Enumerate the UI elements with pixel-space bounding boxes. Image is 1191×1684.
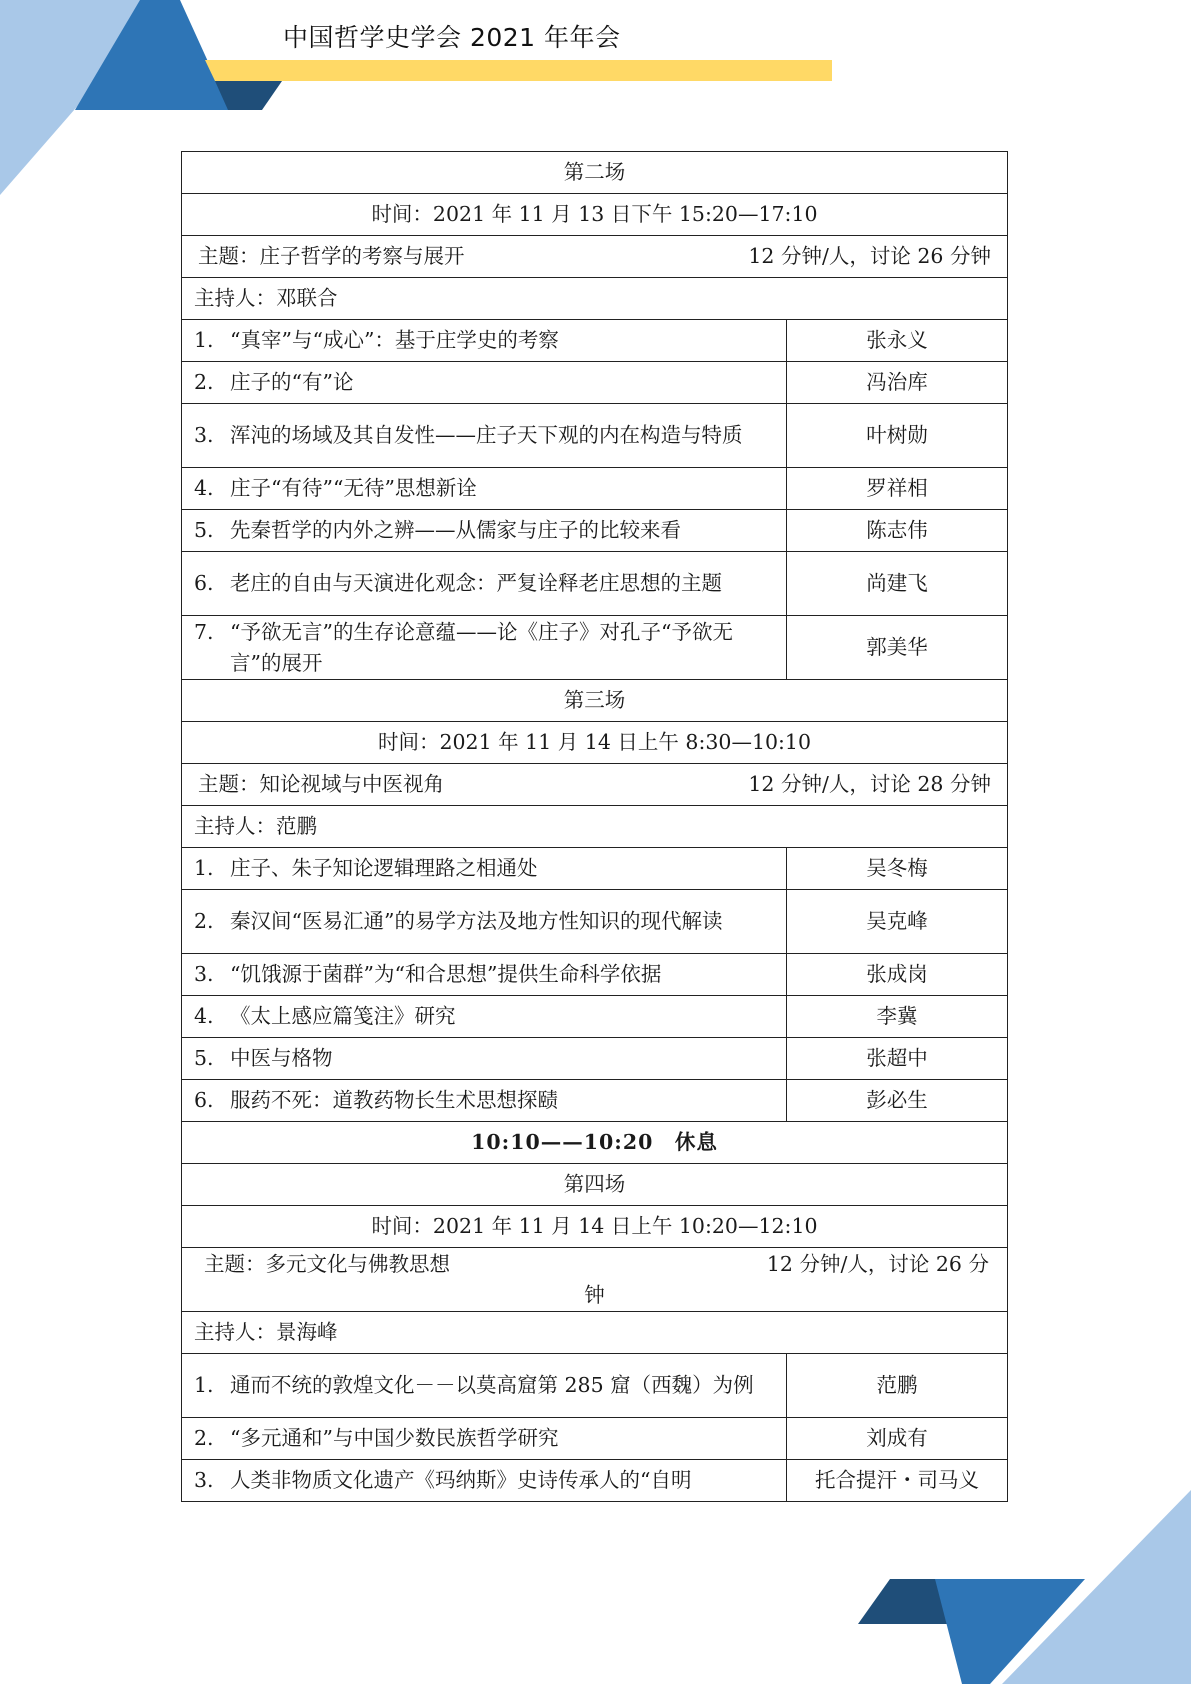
paper-title: “饥饿源于菌群”为“和合思想”提供生命科学依据 — [230, 962, 662, 986]
session-time: 时间：2021 年 11 月 14 日上午 8:30—10:10 — [182, 722, 1008, 764]
paper-title: 老庄的自由与天演进化观念：严复诠释老庄思想的主题 — [230, 571, 722, 595]
table-row — [182, 362, 1008, 404]
table-row — [182, 320, 1008, 362]
session-time-row — [182, 194, 1008, 236]
paper-title: “多元通和”与中国少数民族哲学研究 — [230, 1426, 559, 1450]
speaker-name: 冯治库 — [787, 362, 1008, 404]
session-host: 主持人：景海峰 — [182, 1312, 1008, 1354]
session-host: 主持人：范鹏 — [182, 806, 1008, 848]
item-number: 7. — [194, 619, 214, 644]
session-theme-row — [182, 236, 1008, 278]
session-title-row — [182, 152, 1008, 194]
speaker-name: 罗祥相 — [787, 468, 1008, 510]
speaker-name: 范鹏 — [787, 1354, 1008, 1418]
table-row — [182, 404, 1008, 468]
session-host: 主持人：邓联合 — [182, 278, 1008, 320]
item-number: 5. — [194, 1046, 214, 1070]
paper-title: “真宰”与“成心”：基于庄学史的考察 — [230, 328, 559, 352]
item-number: 4. — [194, 476, 214, 500]
item-number: 6. — [194, 571, 214, 595]
table-row — [182, 1418, 1008, 1460]
session-rule: 12 分钟/人，讨论 28 分钟 — [748, 772, 991, 796]
table-row — [182, 1038, 1008, 1080]
session-rule: 12 分钟/人，讨论 26 分 — [766, 1251, 989, 1276]
speaker-name: 吴冬梅 — [787, 848, 1008, 890]
speaker-name: 张成岗 — [787, 954, 1008, 996]
yellow-bar — [205, 60, 832, 81]
session-theme: 主题：多元文化与佛教思想 — [204, 1251, 450, 1276]
speaker-name: 刘成有 — [787, 1418, 1008, 1460]
session-time-row — [182, 722, 1008, 764]
table-row — [182, 616, 1008, 680]
table-row — [182, 552, 1008, 616]
table-row — [182, 1080, 1008, 1122]
table-row — [182, 468, 1008, 510]
paper-title: 服药不死：道教药物长生术思想探赜 — [230, 1088, 558, 1112]
speaker-name: 陈志伟 — [787, 510, 1008, 552]
speaker-name: 李冀 — [787, 996, 1008, 1038]
paper-title: 秦汉间“医易汇通”的易学方法及地方性知识的现代解读 — [230, 909, 723, 933]
speaker-name: 彭必生 — [787, 1080, 1008, 1122]
item-number: 1. — [194, 1373, 214, 1397]
session-theme: 主题：知论视域与中医视角 — [198, 772, 444, 796]
paper-title: 通而不统的敦煌文化－－以莫高窟第 285 窟（西魏）为例 — [230, 1373, 754, 1397]
session-theme-row — [182, 1248, 1008, 1312]
item-number: 2. — [194, 370, 214, 394]
item-number: 3. — [194, 1468, 214, 1492]
program-table — [181, 151, 1008, 1502]
item-number: 6. — [194, 1088, 214, 1112]
session-time-row — [182, 1206, 1008, 1248]
speaker-name: 尚建飞 — [787, 552, 1008, 616]
table-row — [182, 996, 1008, 1038]
session-rule-wrap: 钟 — [584, 1282, 605, 1307]
session-title-row — [182, 680, 1008, 722]
table-row — [182, 510, 1008, 552]
session-title: 第二场 — [182, 152, 1008, 194]
session-host-row — [182, 1312, 1008, 1354]
speaker-name: 郭美华 — [787, 616, 1008, 680]
item-number: 2. — [194, 909, 214, 933]
item-number: 4. — [194, 1004, 214, 1028]
session-title: 第四场 — [182, 1164, 1008, 1206]
speaker-name: 张永义 — [787, 320, 1008, 362]
paper-title: 庄子、朱子知论逻辑理路之相通处 — [230, 856, 538, 880]
paper-title: “予欲无言”的生存论意蕴——论《庄子》对孔子“予欲无言”的展开 — [230, 619, 733, 675]
item-number: 1. — [194, 856, 214, 880]
speaker-name: 吴克峰 — [787, 890, 1008, 954]
session-rule: 12 分钟/人，讨论 26 分钟 — [748, 244, 991, 268]
session-theme: 主题：庄子哲学的考察与展开 — [198, 244, 465, 268]
table-row — [182, 1460, 1008, 1502]
session-host-row — [182, 278, 1008, 320]
table-row — [182, 890, 1008, 954]
paper-title: 中医与格物 — [230, 1046, 333, 1070]
paper-title: 先秦哲学的内外之辨——从儒家与庄子的比较来看 — [230, 518, 681, 542]
paper-title: 人类非物质文化遗产《玛纳斯》史诗传承人的“自明 — [230, 1468, 692, 1492]
bottom-right-decoration — [850, 1490, 1191, 1684]
page-header-title: 中国哲学史学会 2021 年年会 — [283, 23, 621, 52]
paper-title: 《太上感应篇笺注》研究 — [230, 1004, 456, 1028]
table-row — [182, 954, 1008, 996]
item-number: 1. — [194, 328, 214, 352]
speaker-name: 叶树勋 — [787, 404, 1008, 468]
item-number: 2. — [194, 1426, 214, 1450]
session-time: 时间：2021 年 11 月 14 日上午 10:20—12:10 — [182, 1206, 1008, 1248]
session-host-row — [182, 806, 1008, 848]
speaker-name: 张超中 — [787, 1038, 1008, 1080]
session-title: 第三场 — [182, 680, 1008, 722]
speaker-name: 托合提汗・司马义 — [787, 1460, 1008, 1502]
item-number: 3. — [194, 962, 214, 986]
session-time: 时间：2021 年 11 月 13 日下午 15:20—17:10 — [182, 194, 1008, 236]
session-theme-row — [182, 764, 1008, 806]
item-number: 5. — [194, 518, 214, 542]
paper-title: 浑沌的场域及其自发性——庄子天下观的内在构造与特质 — [230, 423, 743, 447]
item-number: 3. — [194, 423, 214, 447]
table-row — [182, 1354, 1008, 1418]
table-row — [182, 848, 1008, 890]
break-row — [182, 1122, 1008, 1164]
session-title-row — [182, 1164, 1008, 1206]
break-label: 10:10——10:20 休息 — [182, 1122, 1008, 1164]
paper-title: 庄子的“有”论 — [230, 370, 354, 394]
paper-title: 庄子“有待”“无待”思想新诠 — [230, 476, 477, 500]
